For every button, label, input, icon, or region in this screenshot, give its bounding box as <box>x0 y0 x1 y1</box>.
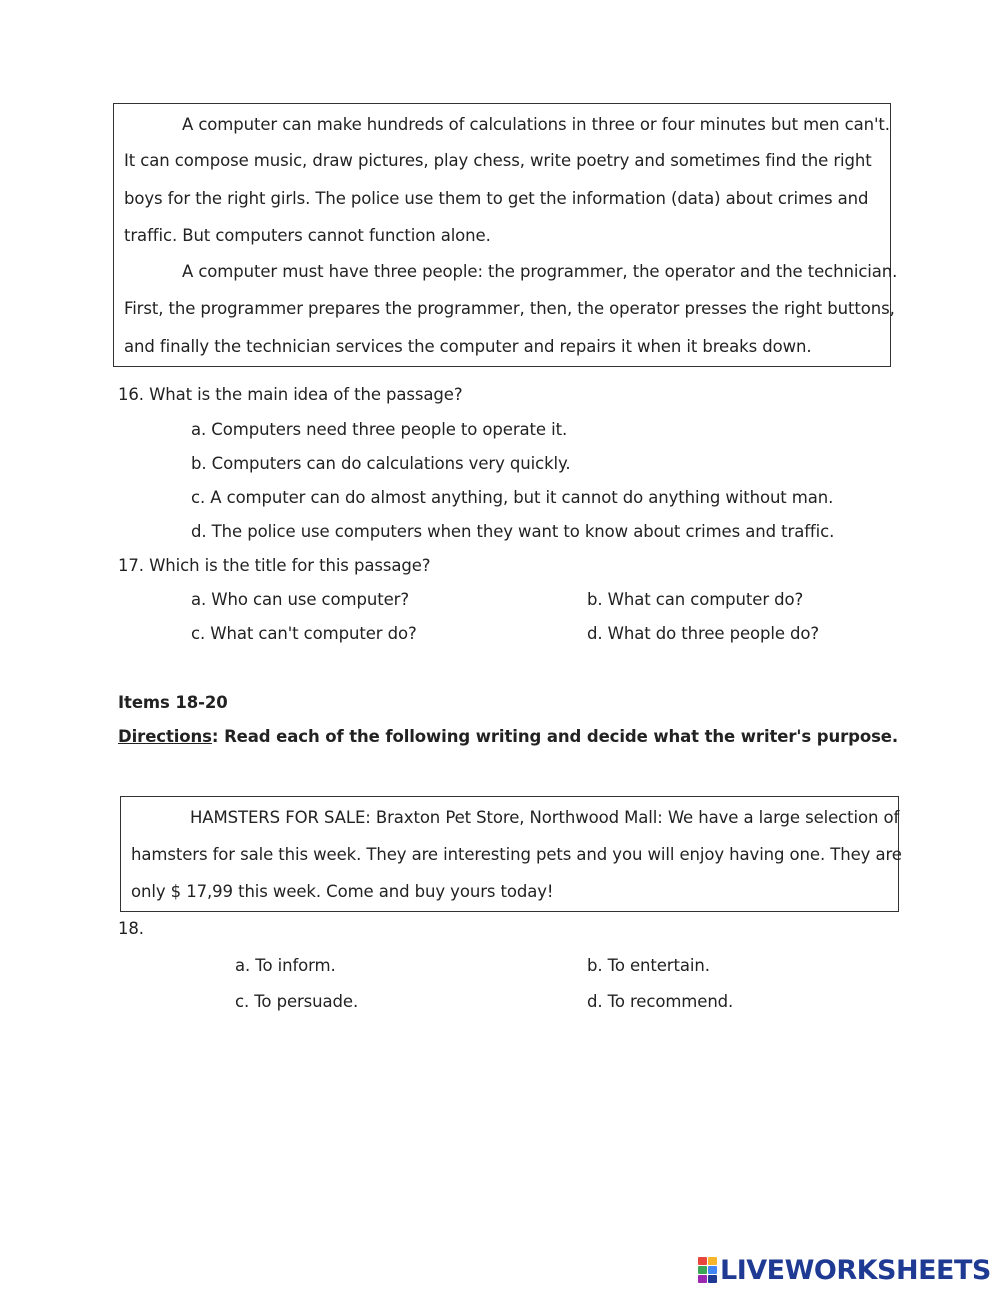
logo-block <box>698 1257 707 1265</box>
ad-line: HAMSTERS FOR SALE: Braxton Pet Store, Northwood Mall: We have a large selection of <box>190 808 900 827</box>
logo-block <box>698 1266 707 1274</box>
liveworksheets-logo <box>698 1255 991 1285</box>
directions-label: Directions <box>118 727 212 746</box>
q16-option-c[interactable]: c. A computer can do almost anything, but it cannot do anything without man. <box>191 488 834 507</box>
q17-option-c[interactable]: c. What can't computer do? <box>191 624 417 643</box>
q18-option-b[interactable]: b. To entertain. <box>587 956 710 975</box>
ad-line: hamsters for sale this week. They are interesting pets and you will enjoy having one. They are <box>131 845 902 864</box>
q17-option-b[interactable]: b. What can computer do? <box>587 590 804 609</box>
q16-option-d[interactable]: d. The police use computers when they want to know about crimes and traffic. <box>191 522 835 541</box>
passage-line: First, the programmer prepares the programmer, then, the operator presses the right buttons, <box>124 299 895 318</box>
directions-line <box>118 726 898 748</box>
q18-option-d[interactable]: d. To recommend. <box>587 992 734 1011</box>
q16-option-a[interactable]: a. Computers need three people to operate it. <box>191 420 568 439</box>
passage-line: traffic. But computers cannot function alone. <box>124 226 491 245</box>
logo-blocks-icon <box>698 1257 717 1283</box>
q18-option-c[interactable]: c. To persuade. <box>235 992 359 1011</box>
directions-text: : Read each of the following writing and decide what the writer's purpose. <box>211 727 899 746</box>
question-17: 17. Which is the title for this passage? <box>118 556 431 575</box>
logo-block <box>698 1275 707 1283</box>
passage-line: A computer can make hundreds of calculations in three or four minutes but men can't. <box>182 115 890 134</box>
logo-block <box>708 1257 717 1265</box>
q18-option-a[interactable]: a. To inform. <box>235 956 336 975</box>
ad-line: only $ 17,99 this week. Come and buy yours today! <box>131 882 554 901</box>
logo-block <box>708 1275 717 1283</box>
question-16: 16. What is the main idea of the passage? <box>118 385 463 404</box>
passage-line: It can compose music, draw pictures, play chess, write poetry and sometimes find the right <box>124 151 872 170</box>
logo-text: LIVEWORKSHEETS <box>720 1254 991 1286</box>
question-18-number: 18. <box>118 919 144 938</box>
q17-option-a[interactable]: a. Who can use computer? <box>191 590 409 609</box>
passage-line: boys for the right girls. The police use them to get the information (data) about crimes and <box>124 189 869 208</box>
logo-block <box>708 1266 717 1274</box>
passage-line: and finally the technician services the computer and repairs it when it breaks down. <box>124 337 812 356</box>
q16-option-b[interactable]: b. Computers can do calculations very quickly. <box>191 454 571 473</box>
q17-option-d[interactable]: d. What do three people do? <box>587 624 820 643</box>
items-label: Items 18-20 <box>118 693 228 712</box>
passage-line: A computer must have three people: the programmer, the operator and the technician. <box>182 262 898 281</box>
